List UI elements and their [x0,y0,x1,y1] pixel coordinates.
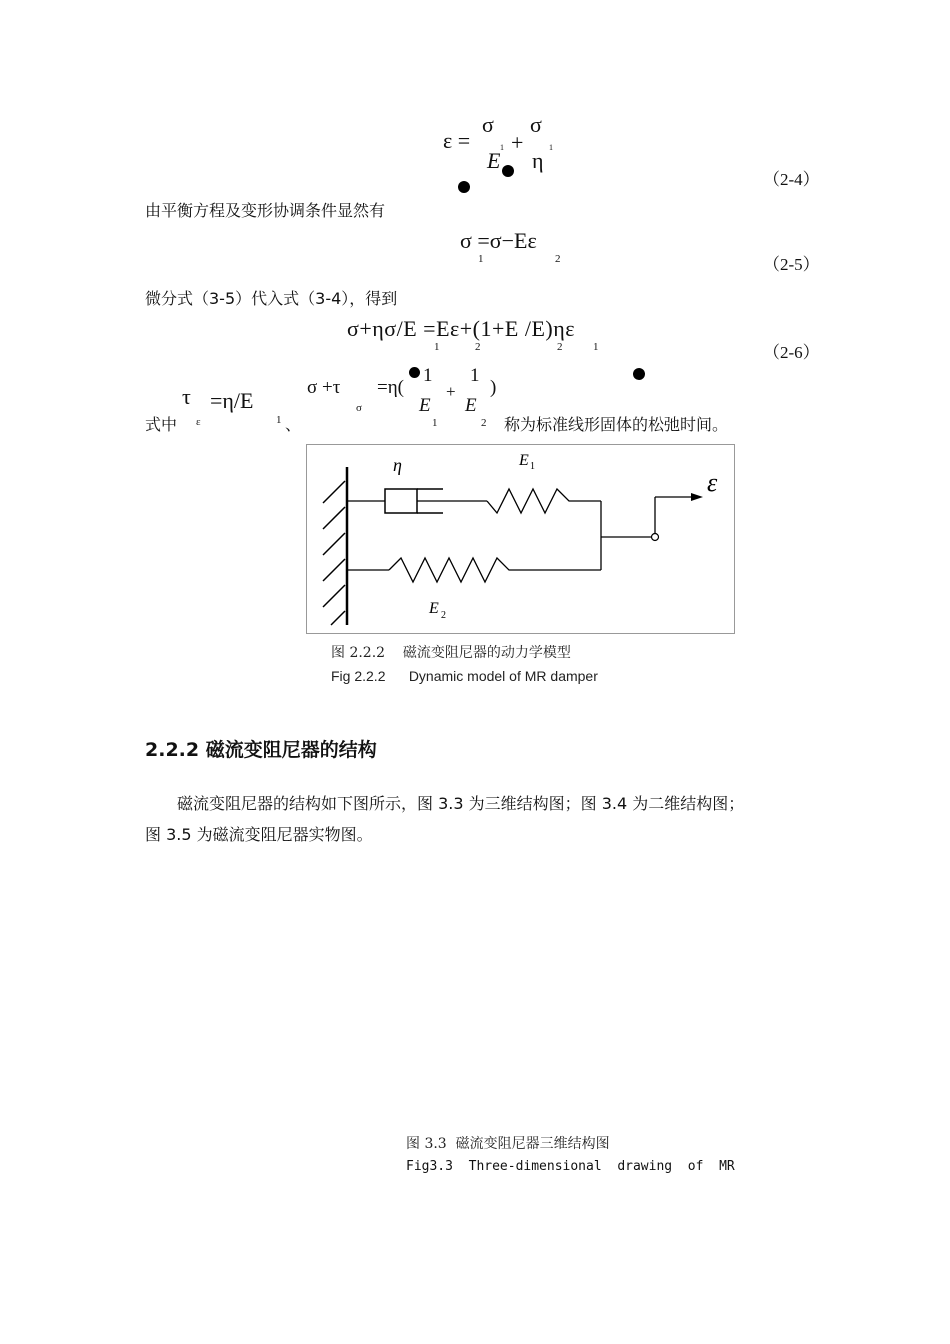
dynamic-model-figure [306,444,735,634]
eq-sub: 1 [593,341,599,353]
figure-3-3-caption-en: Fig3.3 Three-dimensional drawing of MR [406,1159,735,1174]
dashpot-piston [385,489,417,513]
bullet-dot [458,181,470,193]
fraction-plus: + [446,382,456,401]
paragraph-line: 磁流变阻尼器的结构如下图所示，图 3.3 为三维结构图；图 3.4 为二维结构图； [177,794,745,813]
tau-symbol: τ [182,384,191,409]
eq-body: σ =σ−Eε [460,228,537,253]
fraction-denominator: E [465,395,477,416]
eta-label: η [393,455,402,475]
tau-rhs-subscript: 1 [276,414,282,426]
eq-sub: 2 [557,341,563,353]
e2-label: E [429,600,439,617]
eq-numerator-1: σ [482,112,494,137]
prefix-text: 式中 [145,415,178,434]
tau-rhs: =η/E [210,388,254,413]
figure-caption-en: Fig 2.2.2 Dynamic model of MR damper [331,668,598,684]
e2-subscript: 2 [441,610,446,621]
eq-body: σ+ησ/E =Eε+(1+E /E)ηε [347,316,575,341]
sigma-rhs: =η( [377,377,404,398]
eq-sub: 2 [475,341,481,353]
eq-plus: + [511,130,524,155]
sigma-subscript: σ [356,402,362,414]
paragraph-line: 图 3.5 为磁流变阻尼器实物图。 [145,825,373,844]
separator: 、 [285,415,302,434]
eq-lhs: ε = [443,128,471,153]
section-heading: 2.2.2 磁流变阻尼器的结构 [145,739,377,761]
denominator-subscript: 2 [481,417,487,429]
e1-label: E [519,452,529,469]
eq-sub-2: 1 [549,143,553,152]
bullet-dot [409,367,420,378]
fraction-numerator: 1 [423,365,433,386]
damper-model-diagram [307,445,734,633]
arrow-head [691,493,703,501]
equation-label: （2-6） [763,343,820,362]
wall-hatching [323,481,345,625]
bullet-dot [502,165,514,177]
spring-e2 [389,558,601,582]
figure-caption-cn: 图 2.2.2 磁流变阻尼器的动力学模型 [331,645,571,661]
spring-e1 [487,489,601,513]
denominator-subscript: 1 [432,417,438,429]
body-line: 由平衡方程及变形协调条件显然有 [145,201,386,220]
equation-label: （2-4） [763,170,820,189]
fraction-close: ) [490,377,497,398]
suffix-text: 称为标准线形固体的松弛时间。 [504,415,729,434]
eq-sub: 1 [434,341,440,353]
body-line: 微分式（3-5）代入式（3-4），得到 [145,289,398,308]
figure-3-3-caption-cn: 图 3.3 磁流变阻尼器三维结构图 [406,1136,610,1152]
eq-denominator-2: η [532,148,544,173]
fraction-denominator: E [419,395,431,416]
equation-label: （2-5） [763,255,820,274]
eq-sub: 2 [555,253,561,265]
eq-sub: 1 [478,253,484,265]
bullet-dot [633,368,645,380]
e1-subscript: 1 [530,461,535,472]
tau-subscript: ε [196,416,201,428]
output-node [652,534,659,541]
epsilon-label: ε [707,468,718,497]
eq-numerator-2: σ [530,112,542,137]
sigma-expression: σ +τ [307,377,341,398]
eq-denominator-1: E [487,148,501,173]
eq-sub-1: 1 [500,143,504,152]
fraction-numerator: 1 [470,365,480,386]
